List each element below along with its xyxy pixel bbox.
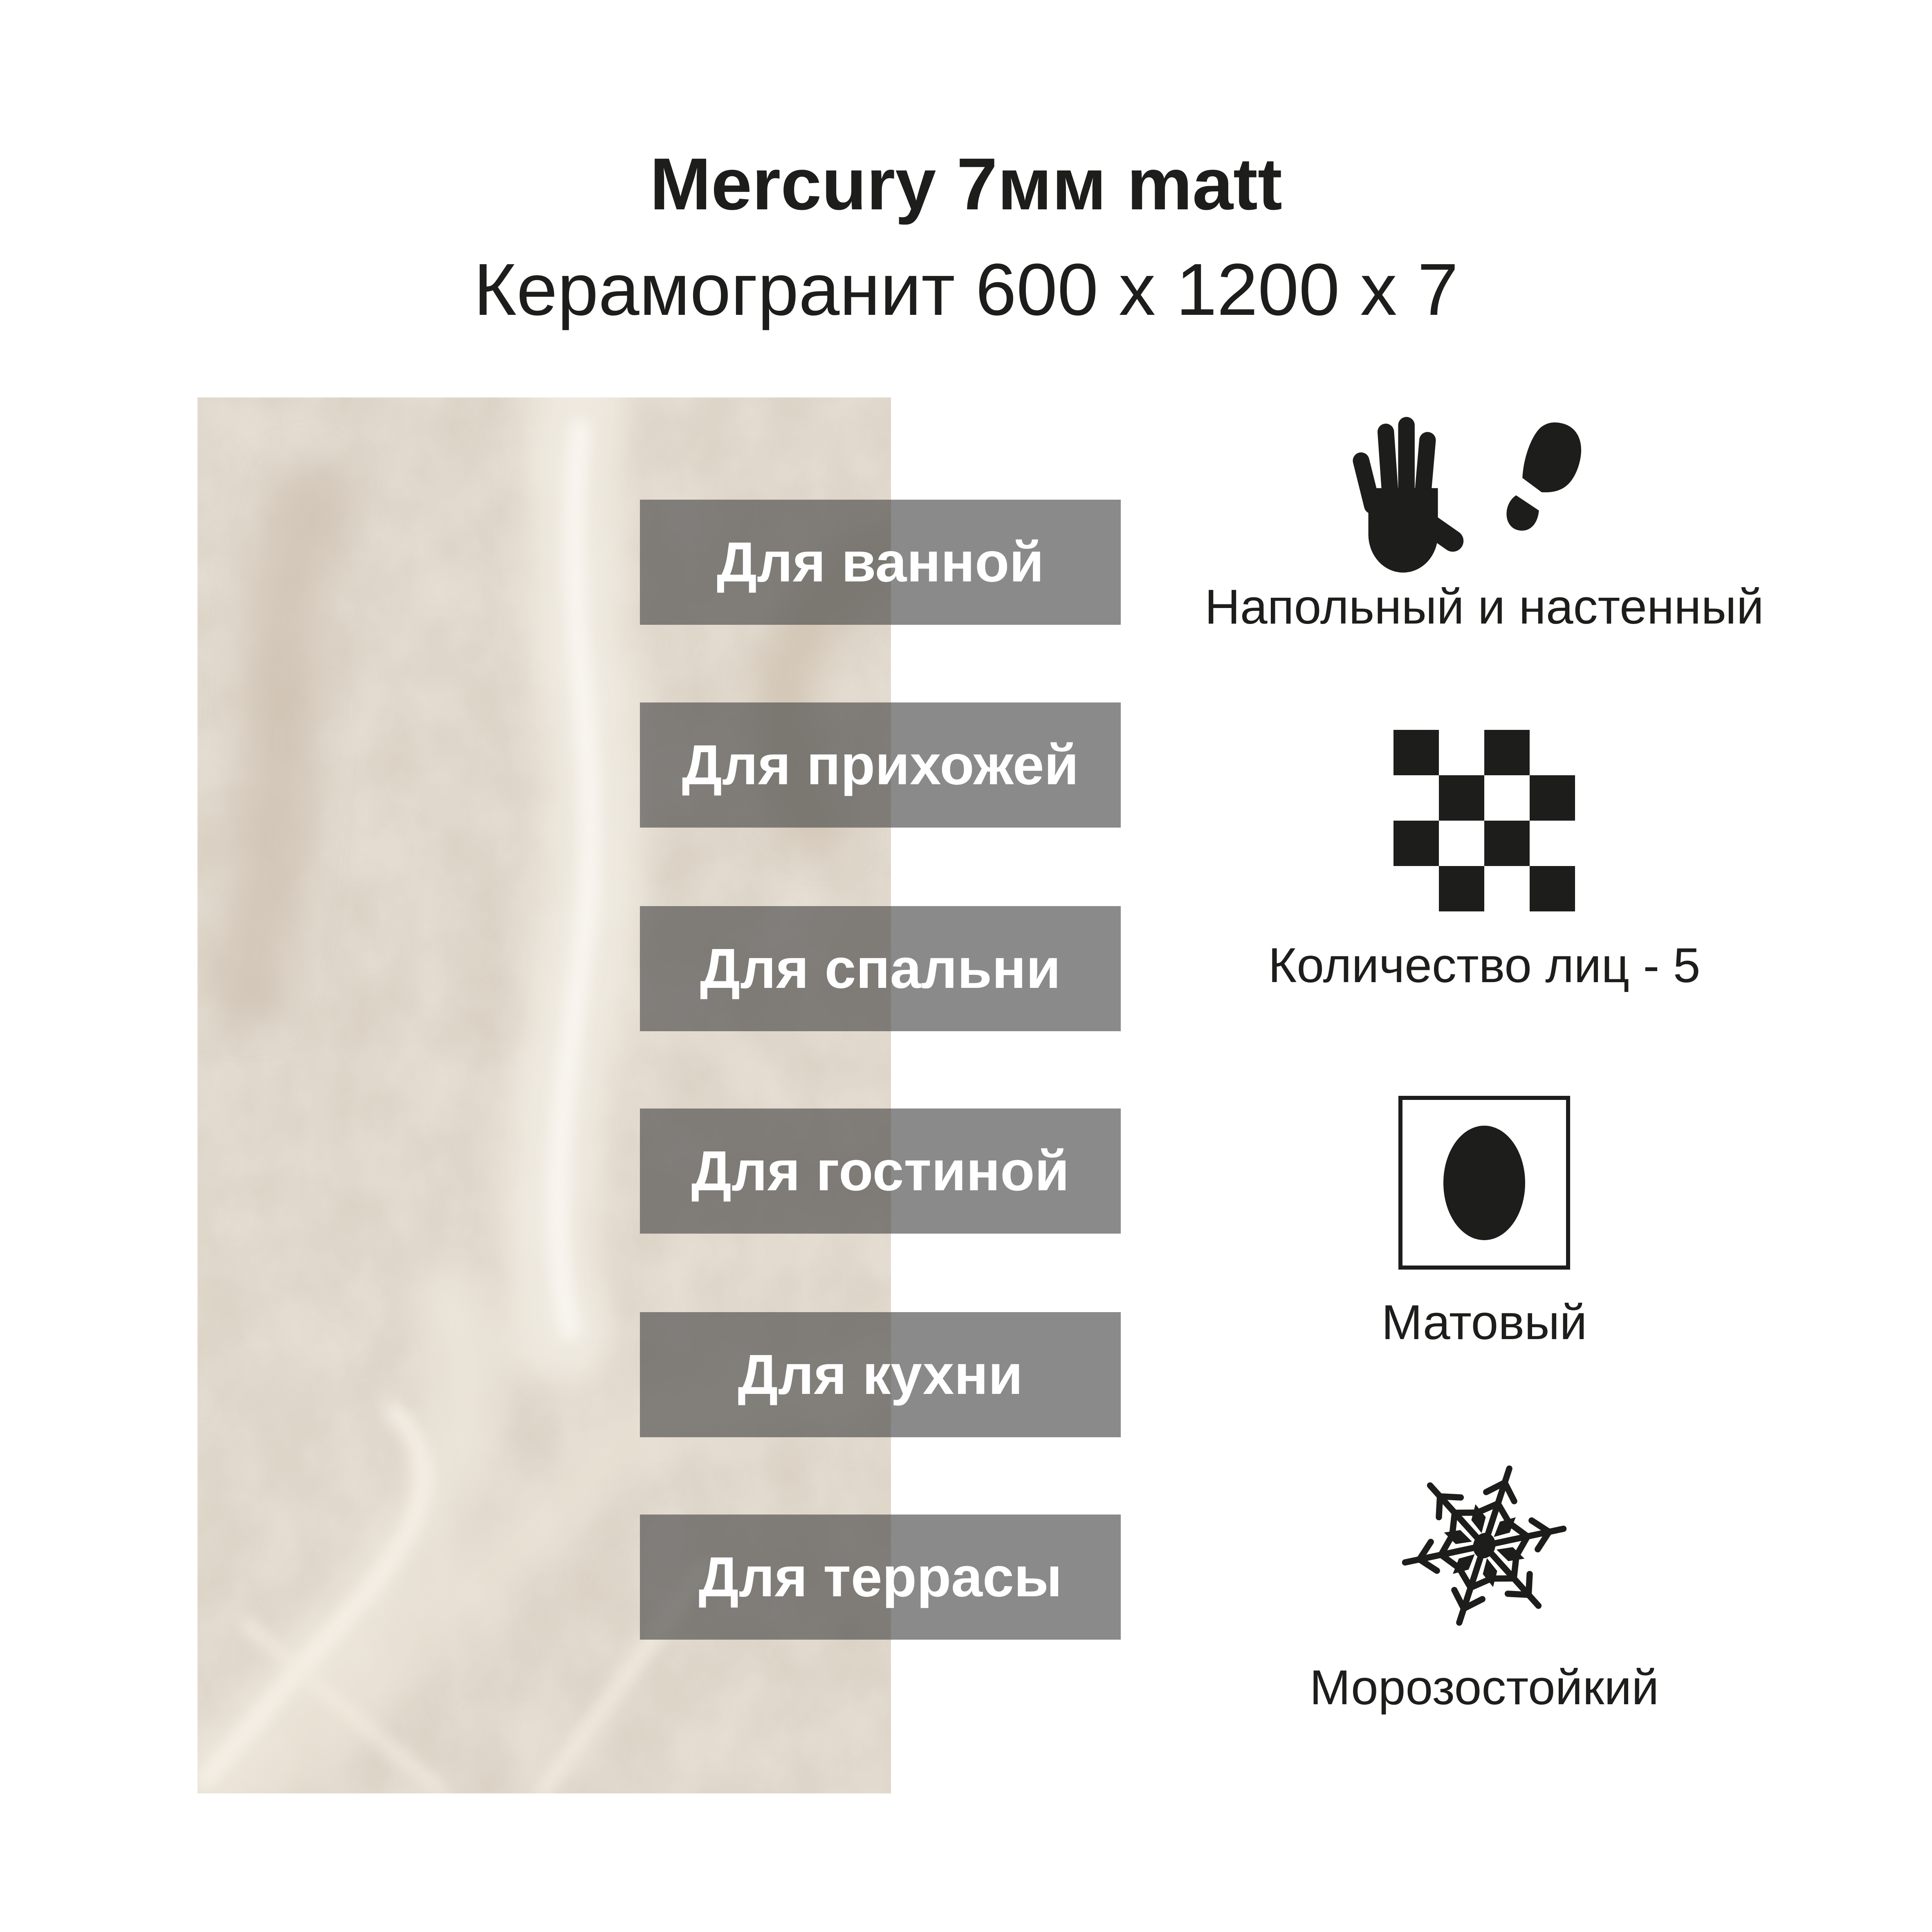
room-badge-label: Для террасы xyxy=(698,1545,1062,1609)
feature-label-floor-wall: Напольный и настенный xyxy=(1205,579,1764,634)
hand-and-footprint-icon xyxy=(1349,407,1619,583)
checkerboard-icon xyxy=(1393,730,1575,911)
room-badge-label: Для прихожей xyxy=(682,733,1079,797)
feature-label-matte: Матовый xyxy=(1381,1295,1587,1350)
room-badge-bathroom xyxy=(640,500,1121,625)
snowflake-icon xyxy=(1392,1454,1576,1638)
checkerboard-cell xyxy=(1439,821,1484,866)
checkerboard-cell xyxy=(1439,866,1484,911)
matte-oval-shape xyxy=(1443,1126,1525,1240)
checkerboard-cell xyxy=(1484,821,1530,866)
room-badge-label: Для ванной xyxy=(716,530,1044,594)
checkerboard-cell xyxy=(1530,775,1575,821)
hand-icon xyxy=(1351,417,1468,573)
feature-label-faces: Количество лиц - 5 xyxy=(1268,938,1701,993)
checkerboard-cell xyxy=(1484,775,1530,821)
checkerboard-cell xyxy=(1393,730,1439,775)
checkerboard-cell xyxy=(1484,866,1530,911)
room-badge-label: Для гостиной xyxy=(691,1139,1070,1203)
checkerboard-cell xyxy=(1393,866,1439,911)
checkerboard-cell xyxy=(1484,730,1530,775)
checkerboard-cell xyxy=(1439,730,1484,775)
checkerboard-cell xyxy=(1393,821,1439,866)
checkerboard-cell xyxy=(1439,775,1484,821)
matte-oval-icon xyxy=(1398,1096,1570,1270)
checkerboard-cell xyxy=(1530,866,1575,911)
checkerboard-cell xyxy=(1530,821,1575,866)
checkerboard-cell xyxy=(1530,730,1575,775)
checkerboard-cell xyxy=(1393,775,1439,821)
product-title: Mercury 7мм matt xyxy=(650,143,1282,225)
footprint-icon xyxy=(1503,415,1588,541)
room-badge-hallway xyxy=(640,702,1121,828)
room-badge-bedroom xyxy=(640,906,1121,1031)
room-badge-living-room xyxy=(640,1108,1121,1234)
room-badge-kitchen xyxy=(640,1312,1121,1437)
feature-label-frost: Морозостойкий xyxy=(1309,1660,1659,1715)
room-badge-label: Для кухни xyxy=(738,1343,1023,1406)
room-badge-terrace xyxy=(640,1515,1121,1640)
room-badge-label: Для спальни xyxy=(700,937,1061,1000)
product-subtitle: Керамогранит 600 х 1200 х 7 xyxy=(473,249,1459,331)
